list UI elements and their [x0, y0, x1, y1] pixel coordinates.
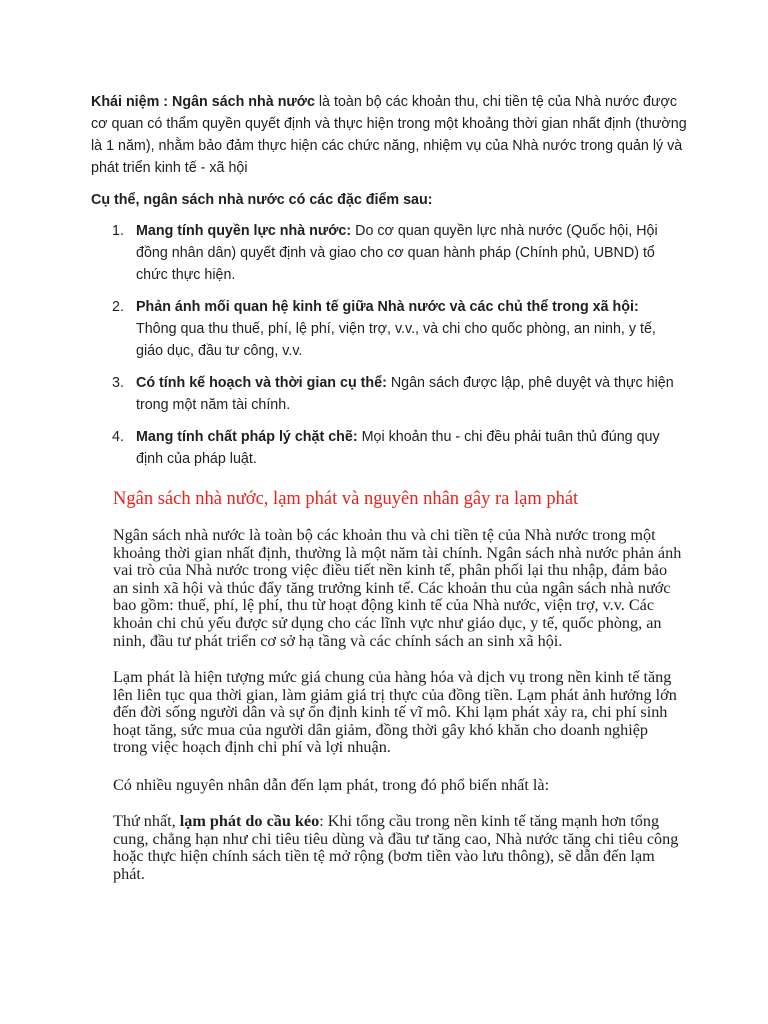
paragraph-causes-intro: Có nhiều nguyên nhân dẫn đến lạm phát, trong đó phổ biến nhất là:: [113, 776, 550, 794]
list-item: 2. Phản ánh mối quan hệ kinh tế giữa Nhà nước và các chủ thể trong xã hội: Thông qua thu thuế, phí, lệ phí, viện trợ, v.v., và chi cho quốc phòng, an ninh, y tế, giáo dục, đầu tư công, v.v.: [112, 299, 656, 359]
section-heading: Ngân sách nhà nước, lạm phát và nguyên nhân gây ra lạm phát: [113, 489, 579, 509]
concept-label: Khái niệm : Ngân sách nhà nước: [91, 94, 315, 110]
concept-text: là toàn bộ các khoản thu, chi tiền tệ của Nhà nước được cơ quan có thẩm quyền quyết định và thực hiện trong một khoảng thời gian nhất định (thường là 1 năm), nhằm bảo đảm thực hiện các chức năng, nhiệm vụ của Nhà nước trong quản lý và phát triển kinh tế - xã hội: [91, 94, 687, 176]
list-item: 3. Có tính kế hoạch và thời gian cụ thể: Ngân sách được lập, phê duyệt và thực hiện trong một năm tài chính.: [112, 375, 674, 413]
concept-paragraph: [91, 91, 691, 179]
features-list: [91, 220, 681, 470]
features-intro: Cụ thể, ngân sách nhà nước có các đặc điểm sau:: [91, 192, 433, 208]
paragraph-budget: Ngân sách nhà nước là toàn bộ các khoản thu và chi tiền tệ của Nhà nước trong một khoảng thời gian nhất định, thường là một năm tài chính. Ngân sách nhà nước phản ánh vai trò của Nhà nước trong việc điều tiết nền kinh tế, phân phối lại thu nhập, đảm bảo an sinh xã hội và thúc đẩy tăng trưởng kinh tế. Các khoản thu của ngân sách nhà nước bao gồm: thuế, phí, lệ phí, thu từ hoạt động kinh tế của Nhà nước, viện trợ, v.v. Các khoản chi chủ yếu được sử dụng cho các lĩnh vực như giáo dục, y tế, quốc phòng, an ninh, đầu tư phát triển cơ sở hạ tầng và các chính sách an sinh xã hội.: [113, 526, 682, 650]
paragraph-inflation: Lạm phát là hiện tượng mức giá chung của hàng hóa và dịch vụ trong nền kinh tế tăng lên liên tục qua thời gian, làm giảm giá trị thực của đồng tiền. Lạm phát ảnh hưởng lớn đến đời sống người dân và sự ổn định kinh tế vĩ mô. Khi lạm phát xảy ra, chi phí sinh hoạt tăng, sức mua của người dân giảm, đồng thời gây khó khăn cho doanh nghiệp trong việc hoạch định chi phí và lợi nhuận.: [113, 668, 677, 757]
paragraph-demand-pull: Thứ nhất, lạm phát do cầu kéo: Khi tổng cầu trong nền kinh tế tăng mạnh hơn tổng cung, chẳng hạn như chi tiêu tiêu dùng và đầu tư tăng cao, Nhà nước tăng chi tiêu công hoặc thực hiện chính sách tiền tệ mở rộng (bơm tiền vào lưu thông), sẽ dẫn đến lạm phát.: [113, 812, 679, 883]
list-item: 4. Mang tính chất pháp lý chặt chẽ: Mọi khoản thu - chi đều phải tuân thủ đúng quy định của pháp luật.: [112, 429, 660, 467]
list-item: 1. Mang tính quyền lực nhà nước: Do cơ quan quyền lực nhà nước (Quốc hội, Hội đồng nhân dân) quyết định và giao cho cơ quan hành pháp (Chính phủ, UBND) tổ chức thực hiện.: [112, 223, 658, 283]
demand-pull-term: lạm phát do cầu kéo: [179, 812, 320, 830]
